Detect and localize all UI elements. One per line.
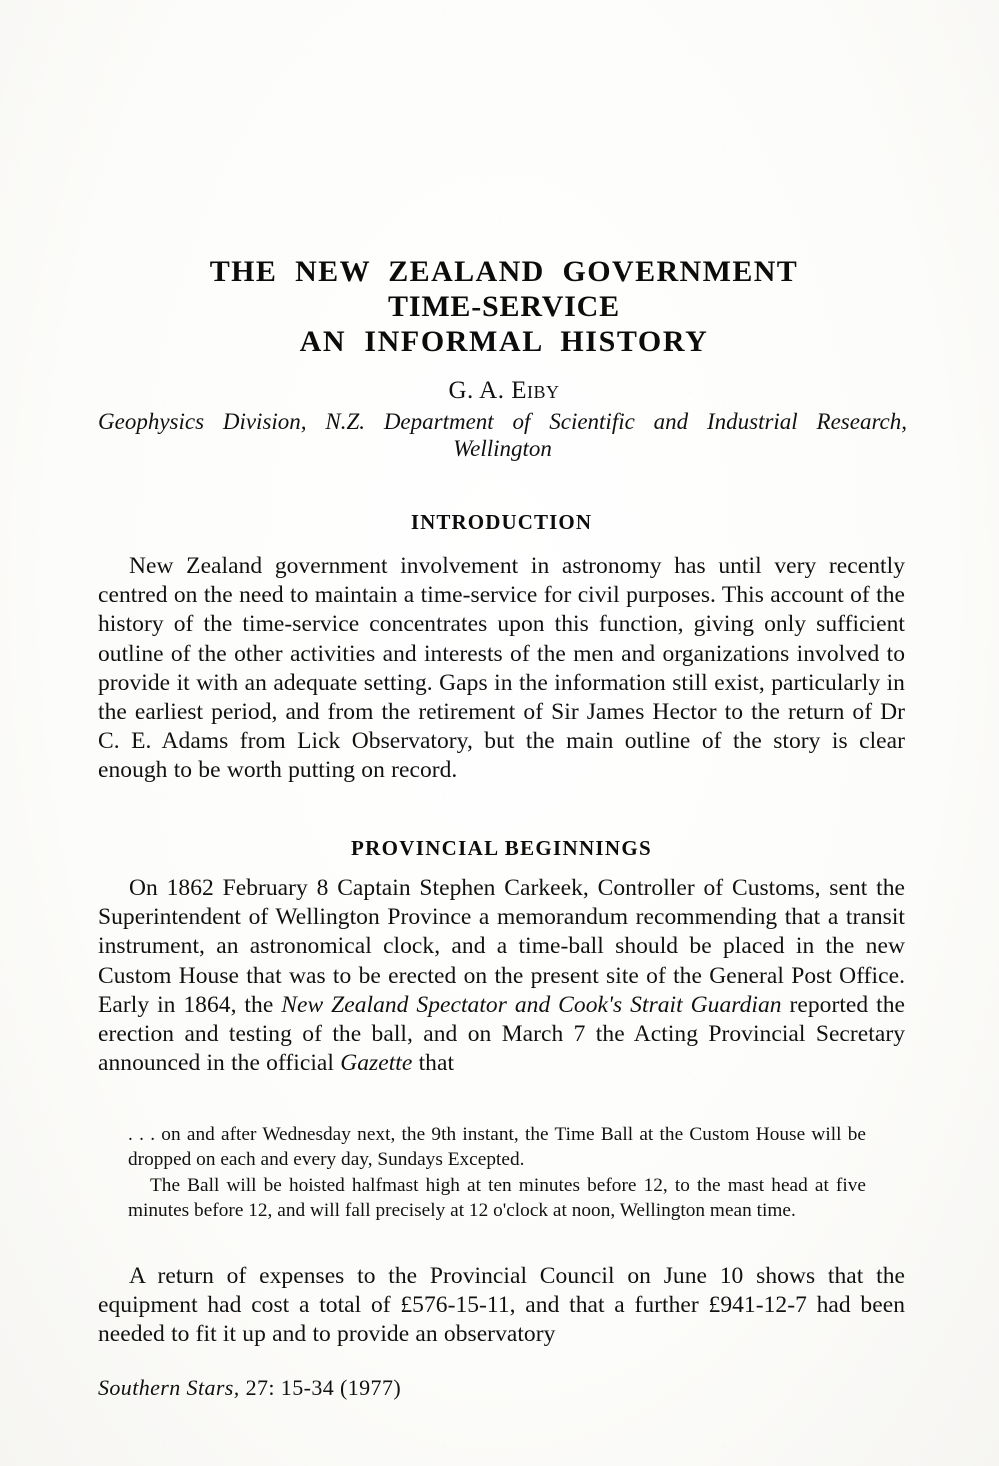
author-surname: Eiby (511, 377, 560, 404)
blockquote-paragraph-2: The Ball will be hoisted halfmast high at ten minutes before 12, to the mast head at five minutes before 12, and will fall precisely at 12 o'clock at noon, Wellington mean time. (128, 1174, 866, 1221)
affiliation-line-1: Geophysics Division, N.Z. Department of Scientific and Industrial Research, (98, 409, 907, 434)
journal-name: Southern Stars, (98, 1375, 240, 1400)
title-line-2: TIME-SERVICE (388, 290, 620, 323)
paragraph-provincial-beginnings (98, 874, 905, 1078)
page-title (98, 254, 910, 359)
section-heading-provincial-beginnings: PROVINCIAL BEGINNINGS (351, 836, 652, 860)
footer-citation (98, 1375, 598, 1401)
paragraph-introduction: New Zealand government involvement in astronomy has until very recently centred on the need to maintain a time-service for civil purposes. This account of the history of the time-service concentrates upon this function, giving only sufficient outline of the other activities and interests of the men and organizations involved to provide it with an adequate setting. Gaps in the information still exist, particularly in the earliest period, and from the retirement of Sir James Hector to the return of Dr C. E. Adams from Lick Observatory, but the main outline of the story is clear enough to be worth putting on record. (98, 553, 905, 784)
author-affiliation (90, 408, 915, 462)
provincial-text-part-3: that (412, 1050, 455, 1077)
section-heading-introduction: INTRODUCTION (410, 510, 593, 534)
affiliation-line-2: Wellington (453, 436, 552, 461)
author-initials: G. A. (448, 377, 512, 404)
title-line-1: THE NEW ZEALAND GOVERNMENT (209, 255, 799, 288)
blockquote-paragraph-1: . . . on and after Wednesday next, the 9th instant, the Time Ball at the Custom House will be dropped on each and every day, Sundays Excepted. (128, 1124, 866, 1171)
gazette-title-italic: Gazette (340, 1050, 413, 1077)
paragraph-expenses-return: A return of expenses to the Provincial Council on June 10 shows that the equipment had cost a total of £576-15-11, and that a further £941-12-7 had been needed to fit it up and to provide an observatory (98, 1263, 905, 1348)
author-byline (98, 377, 910, 405)
newspaper-title-italic: New Zealand Spectator and Cook's Strait Guardian (281, 991, 782, 1018)
title-line-3: AN INFORMAL HISTORY (299, 325, 709, 358)
citation-details: 27: 15-34 (1977) (239, 1375, 402, 1400)
provincial-text-part-2: reported the erection and testing of the ball, and on March 7 the Acting Provincial Secretary announced in the official (98, 991, 905, 1077)
provincial-text-part-1: On 1862 February 8 Captain Stephen Carkeek, Controller of Customs, sent the Superintendent of Wellington Province a memorandum recommending that a transit instrument, an astronomical clock, and a time-ball should be placed in the new Custom House that was to be erected on the present site of the General Post Office. Early in 1864, the (98, 875, 905, 1018)
blockquote-gazette-notice (128, 1122, 866, 1223)
